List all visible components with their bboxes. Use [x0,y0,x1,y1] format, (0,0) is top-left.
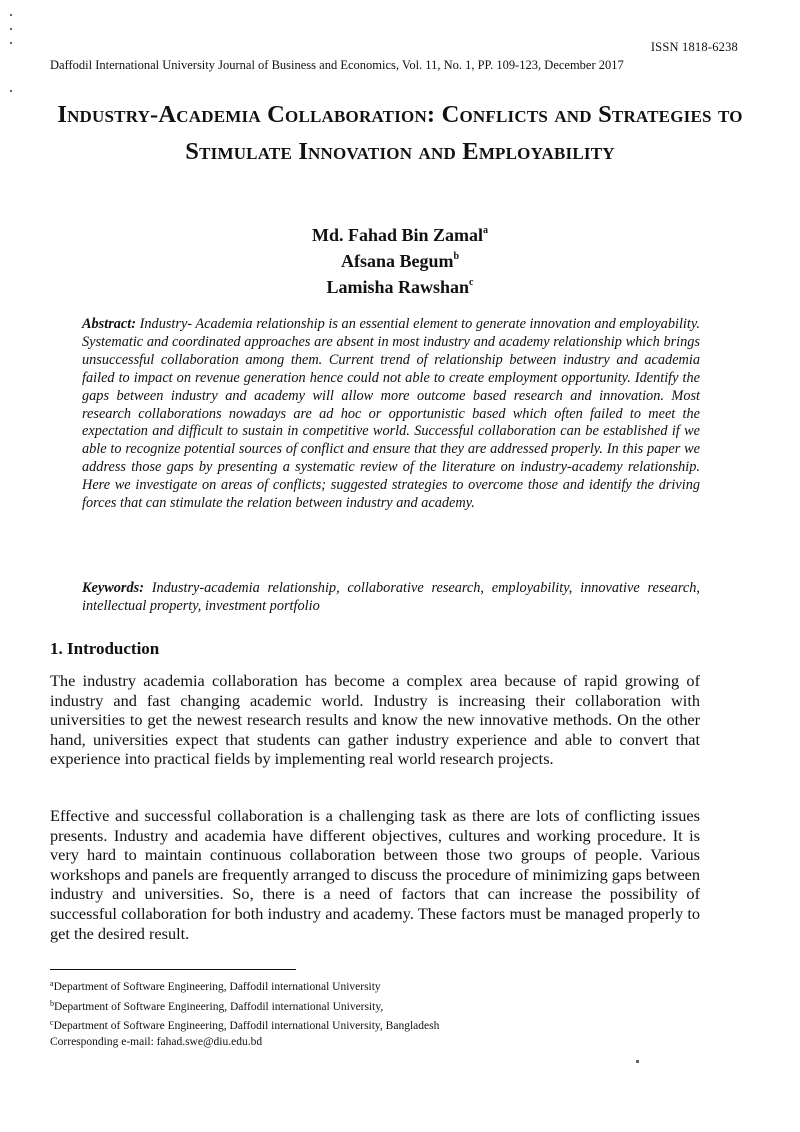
body-paragraph: The industry academia collaboration has become a complex area because of rapid growing of industry and fast changing academic world. Industry is increasing their collaboration with universities to get the newest research results and know the new innovative methods. On the other hand, universities expect that students can gather industry experience and able to convert that experience into practical fields by implementing real world research projects. [50,671,700,769]
keywords [82,580,700,616]
footnotes [50,976,650,1051]
footnote: $^c$Department of Software Engineering, Daffodil international University, Bangladesh [50,1018,440,1033]
author-list [50,220,750,298]
journal-citation: Daffodil International University Journal of Business and Economics, Vol. 11, No. 1, PP. 109-123, December 2017 [50,58,624,72]
abstract-label: Abstract: [82,316,137,332]
footnote: $^b$Department of Software Engineering, Daffodil international University, [50,998,384,1013]
keywords-label: Keywords: [82,580,144,596]
scan-mark [10,28,12,30]
author: Md. Fahad Bin Zamal$^a$ [311,225,489,245]
scan-mark [10,14,12,16]
body-paragraph: Effective and successful collaboration is a challenging task as there are lots of conflicting issues presents. Industry and academia have different objectives, cultures and working procedure. It is very hard to maintain continuous collaboration between those two groups of people. Various workshops and panels are frequently arranged to discuss the procedure of minimizing gaps between industry and universities. So, there is a need of factors that can increase the possibility of successful collaboration for both industry and academy. These factors must be managed properly to get the desired result. [50,806,700,943]
paper-title: Industry-Academia Collaboration: Conflicts and Strategies to Stimulate Innovation and Employability [57,101,743,165]
author: Lamisha Rawshan$^c$ [326,277,474,297]
section-heading-introduction: 1. Introduction [50,639,160,658]
abstract-text: Industry- Academia relationship is an essential element to generate innovation and employability. Systematic and coordinated approaches are absent in most industry and academy relationship which brings unsuccessful collaboration among them. Current trend of relationship between industry and academia failed to impact on revenue generation hence could not able to create employment opportunity. Identify the gaps between industry and academy will allow more outcome based research and innovation. Most research collaborations nowadays are ad hoc or opportunistic based which often failed to meet the expectation and difficult to sustain in competitive world. Successful collaboration can be established if we able to recognize potential sources of conflict and ensure that they are addressed properly. In this paper we address those gaps by presenting a systematic review of the literature on industry-academy relationship. Here we investigate on areas of conflicts; suggested strategies to overcome those and identify the driving forces that can stimulate the relation between industry and academy. [82,316,700,512]
scan-mark [10,42,12,44]
issn-number: ISSN 1818-6238 [650,40,738,54]
author: Afsana Begum$^b$ [340,251,460,271]
abstract [82,316,700,513]
scan-mark [636,1060,639,1063]
keywords-text: Industry-academia relationship, collaborative research, employability, innovative research, intellectual property, investment portfolio [82,580,700,614]
footnote: $^a$Department of Software Engineering, Daffodil international University [50,979,381,993]
scan-mark [10,90,12,92]
footnote-divider [50,969,296,970]
corresponding-email: Corresponding e-mail: fahad.swe@diu.edu.bd [50,1036,263,1049]
